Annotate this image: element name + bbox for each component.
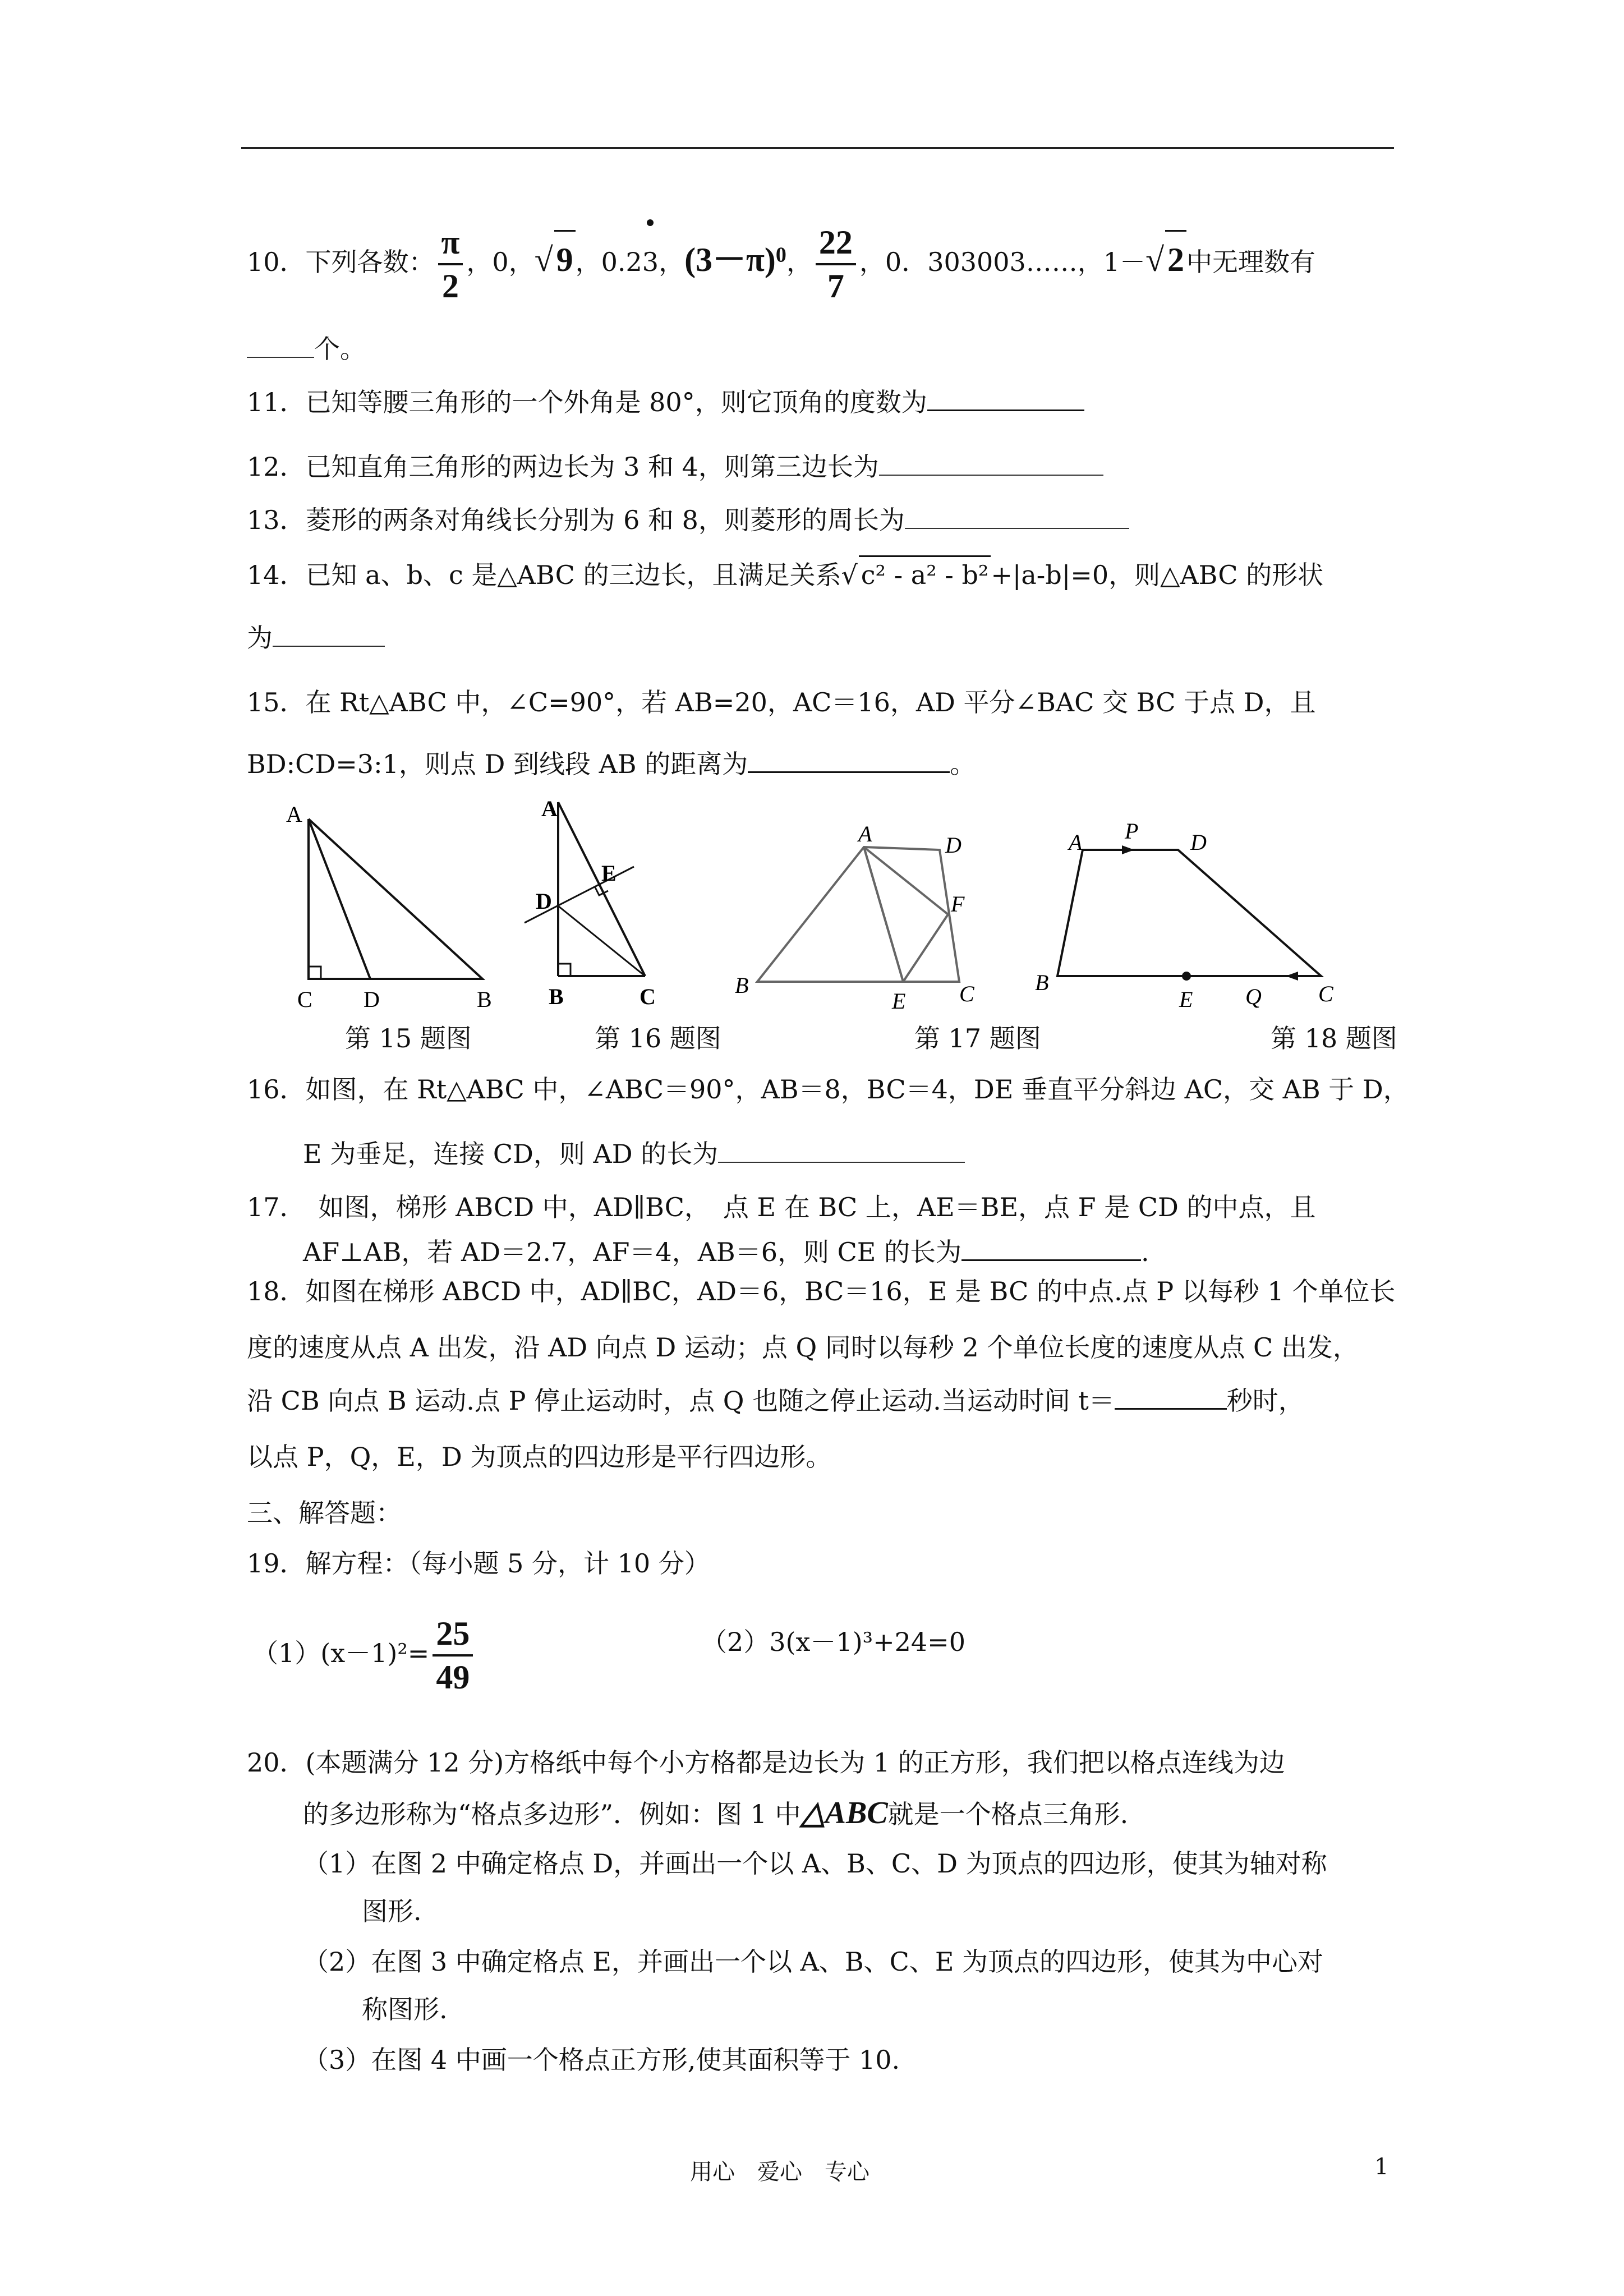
label-E: E: [1179, 987, 1193, 1012]
question-20-sub2-cont: 称图形.: [362, 1994, 448, 2024]
question-14: 14．已知 a、b、c 是△ABC 的三边长，且满足关系√ c² - a² - b²+|a-b|=0，则△ABC 的形状: [247, 555, 1323, 593]
label-B: B: [477, 987, 492, 1012]
question-10: 10．下列各数： $\frac{\pi}{2}$ ，0，√ 9，0.23，$(3-\pi)^0$， $\frac{22}{7}$ ，0．303003……，1－√ 2中无理数有: [247, 222, 1315, 307]
question-18-line4: 以点 P，Q，E，D 为顶点的四边形是平行四边形。: [247, 1442, 832, 1472]
question-20: 20．(本题满分 12 分)方格纸中每个小方格都是边长为 1 的正方形，我们把以格点连线为边: [247, 1747, 1285, 1778]
question-20-line2: 的多边形称为“格点多边形”．例如：图 1 中△ABC就是一个格点三角形.: [303, 1796, 1129, 1830]
repeating-digit: 3: [642, 234, 659, 290]
label-D: D: [364, 987, 380, 1012]
answer-blank-12[interactable]: [879, 452, 1103, 476]
question-16: 16．如图，在 Rt△ABC 中，∠ABC＝90°，AB＝8，BC＝4，DE 垂直平分斜边 AC，交 AB 于 D，: [247, 1074, 1409, 1105]
label-D: D: [945, 832, 961, 858]
fraction-25-49: $\frac{25}{49}$: [433, 1613, 473, 1698]
figure-16-caption: 第 16 题图: [595, 1023, 721, 1053]
question-17: 17． 如图，梯形 ABCD 中，AD∥BC， 点 E 在 BC 上，AE＝BE，点 F 是 CD 的中点，且: [247, 1192, 1316, 1222]
answer-blank-16[interactable]: [718, 1139, 965, 1163]
answer-blank-17[interactable]: [961, 1237, 1141, 1261]
pi-over-2: $\frac{\pi}{2}$: [438, 222, 463, 307]
question-16-line2: E 为垂足，连接 CD，则 AD 的长为: [303, 1136, 965, 1172]
label-C: C: [959, 981, 974, 1006]
question-19-part1: （1）(x－1)²= $\frac{25}{49}$: [252, 1613, 476, 1698]
label-D: D: [1190, 830, 1207, 855]
fraction-22-7: $\frac{22}{7}$: [816, 222, 856, 307]
question-20-sub2: （2）在图 3 中确定格点 E，并画出一个以 A、B、C、E 为顶点的四边形，使其为中心对: [303, 1947, 1324, 1977]
label-F: F: [951, 891, 965, 917]
section-3-heading: 三、解答题：: [247, 1498, 402, 1528]
question-18: 18．如图在梯形 ABCD 中，AD∥BC，AD＝6，BC＝16，E 是 BC 的中点.点 P 以每秒 1 个单位长: [247, 1276, 1396, 1306]
label-A: A: [858, 821, 872, 846]
question-15: 15．在 Rt△ABC 中，∠C=90°，若 AB=20，AC＝16，AD 平分∠BAC 交 BC 于点 D，且: [247, 687, 1316, 717]
label-C: C: [297, 987, 312, 1012]
answer-blank-15[interactable]: [748, 749, 950, 773]
label-C: C: [640, 984, 656, 1009]
figure-16: [516, 785, 707, 1021]
question-13: 13．菱形的两条对角线长分别为 6 和 8，则菱形的周长为: [247, 502, 1129, 538]
figure-18-caption: 第 18 题图: [1271, 1023, 1397, 1053]
label-D: D: [536, 889, 552, 914]
figure-15-caption: 第 15 题图: [345, 1023, 472, 1053]
question-10-line2: 个。: [247, 331, 366, 367]
question-18-line2: 度的速度从点 A 出发，沿 AD 向点 D 运动；点 Q 同时以每秒 2 个单位长度的速度从点 C 出发，: [247, 1332, 1359, 1363]
question-20-sub3: （3）在图 4 中画一个格点正方形,使其面积等于 10.: [303, 2045, 900, 2075]
label-P: P: [1125, 818, 1139, 844]
question-18-line3: 沿 CB 向点 B 运动.点 P 停止运动时，点 Q 也随之停止运动.当运动时间 t＝ 秒时，: [247, 1386, 1304, 1416]
header-rule: [241, 147, 1394, 149]
label-B: B: [735, 973, 749, 998]
question-12: 12．已知直角三角形的两边长为 3 和 4，则第三边长为: [247, 449, 1103, 485]
label-A: A: [286, 802, 302, 827]
label-Q: Q: [1245, 984, 1262, 1009]
answer-blank-14[interactable]: [273, 623, 385, 647]
question-17-line2: AF⊥AB，若 AD＝2.7，AF＝4，AB＝6，则 CE 的长为 .: [303, 1237, 1149, 1267]
question-20-sub1-cont: 图形.: [362, 1896, 422, 1926]
question-19: 19．解方程：（每小题 5 分，计 10 分）: [247, 1548, 710, 1579]
answer-blank-10[interactable]: [247, 334, 314, 358]
question-15-line2: BD:CD=3:1，则点 D 到线段 AB 的距离为 。: [247, 749, 976, 779]
question-11: 11．已知等腰三角形的一个外角是 80°，则它顶角的度数为: [247, 384, 1084, 420]
label-E: E: [601, 861, 617, 886]
figure-15: [275, 797, 510, 1015]
question-14-line2: 为: [247, 620, 385, 656]
question-20-sub1: （1）在图 2 中确定格点 D，并画出一个以 A、B、C、D 为顶点的四边形，使其为轴对称: [303, 1848, 1327, 1879]
footer-motto: 用心 爱心 专心: [690, 2159, 869, 2185]
page-number: 1: [1374, 2154, 1389, 2180]
answer-blank-11[interactable]: [927, 387, 1084, 411]
label-A: A: [1069, 830, 1083, 855]
label-B: B: [549, 984, 564, 1009]
answer-blank-13[interactable]: [905, 505, 1129, 529]
label-B: B: [1035, 970, 1049, 995]
figure-17-caption: 第 17 题图: [914, 1023, 1041, 1053]
figure-17: [724, 808, 987, 1015]
label-E: E: [892, 988, 906, 1014]
label-A: A: [541, 796, 558, 821]
label-C: C: [1318, 981, 1333, 1006]
figure-18: [1027, 808, 1352, 1015]
answer-blank-18[interactable]: [1115, 1386, 1227, 1410]
question-19-part2: （2）3(x－1)³+24=0: [701, 1627, 965, 1657]
